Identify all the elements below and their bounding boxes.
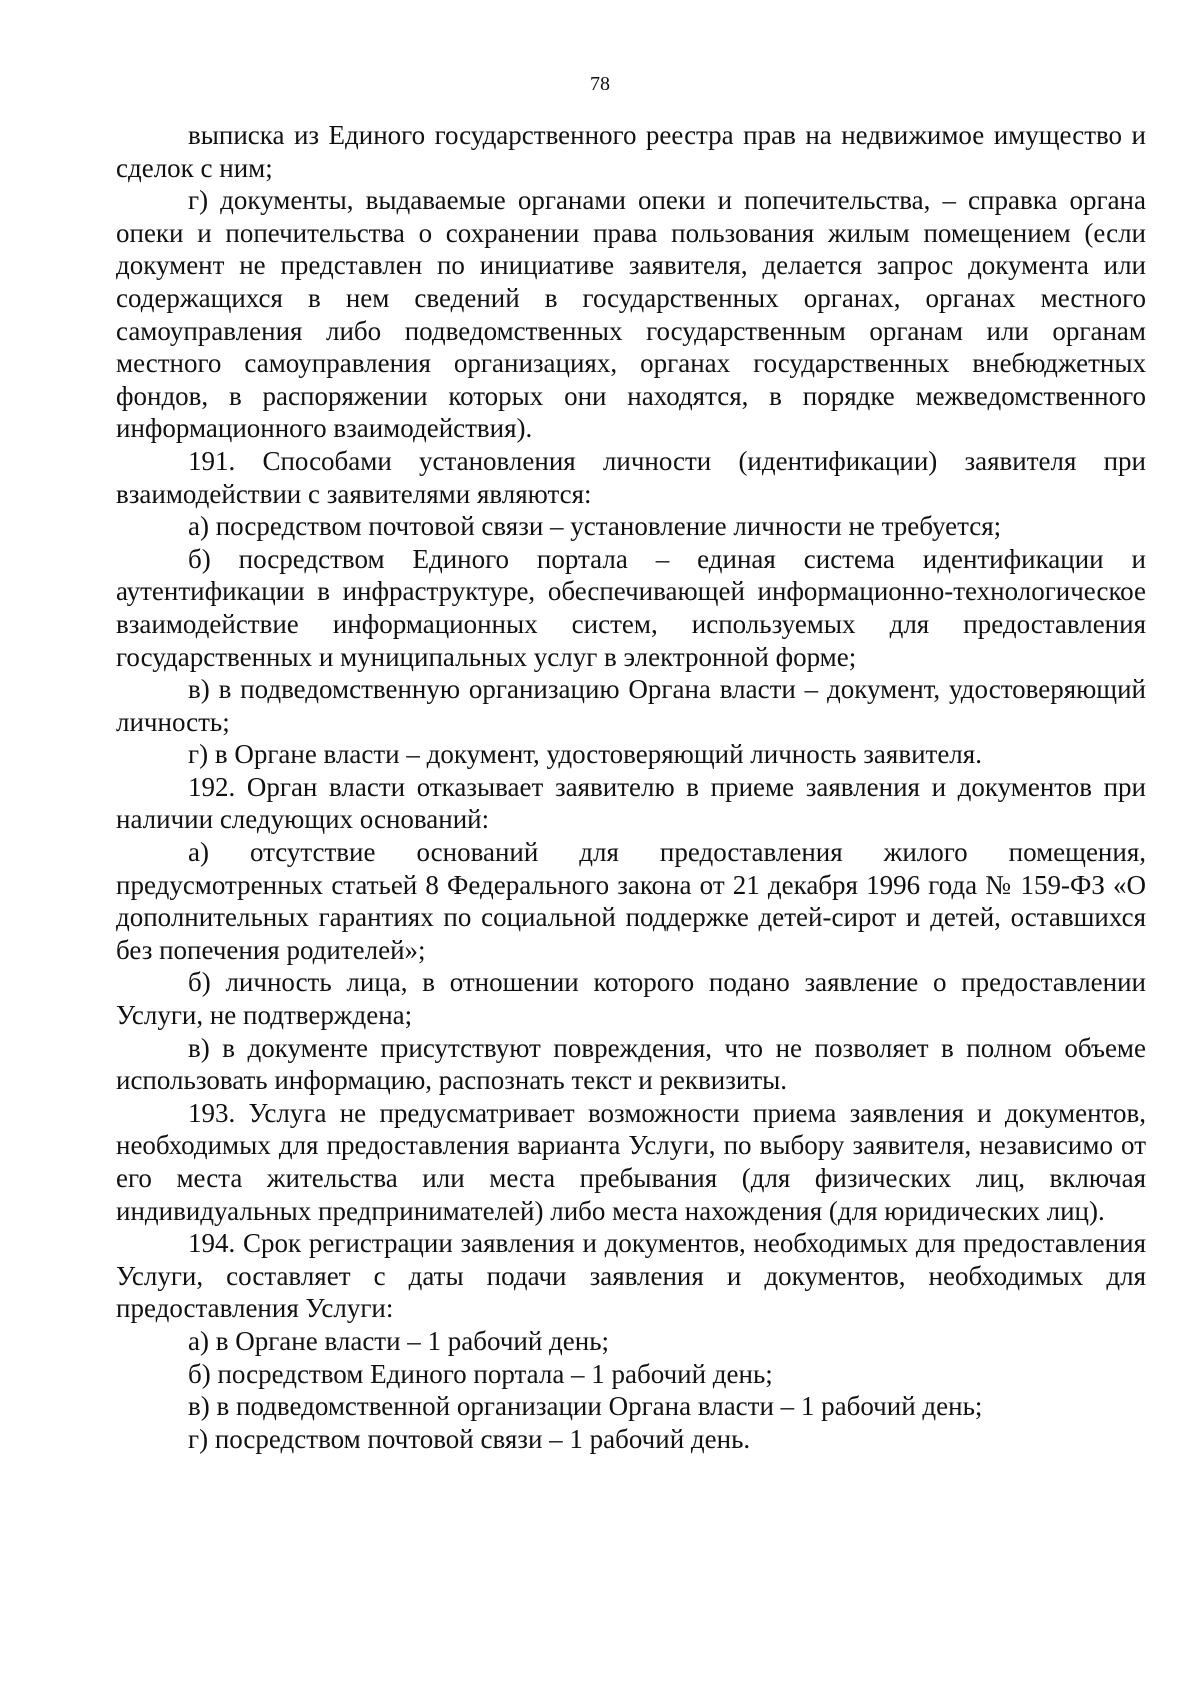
paragraph-194-registration-term: 194. Срок регистрации заявления и документов, необходимых для предоставления Услуги, составляет с даты подачи заявления и документов, необходимых для предоставления Услуги: [116,1228,1146,1324]
paragraph-192-v-damaged-document: в) в документе присутствуют повреждения, что не позволяет в полном объеме использовать информацию, распознать текст и реквизиты. [116,1032,1146,1096]
page-number: 78 [590,73,610,95]
paragraph-194-b-portal: б) посредством Единого портала – 1 рабочий день; [188,1358,773,1389]
paragraph-193-no-extraterritorial: 193. Услуга не предусматривает возможности приема заявления и документов, необходимых для предоставления варианта Услуги, по выбору заявителя, независимо от его места жительства или места пребывания (для физических лиц, включая индивидуальных предпринимателей) либо места нахождения (для юридических лиц). [116,1097,1146,1226]
paragraph-191-b-portal: б) посредством Единого портала – единая система идентификации и аутентификации в инфраструктуре, обеспечивающей информационно-технологическое взаимодействие информационных систем, используемых для предоставления государственных и муниципальных услуг в электронной форме; [116,543,1146,672]
paragraph-194-a-authority: а) в Органе власти – 1 рабочий день; [188,1325,610,1356]
paragraph-194-v-subordinate-organization: в) в подведомственной организации Органа власти – 1 рабочий день; [188,1391,983,1422]
paragraph-192-a-no-grounds: а) отсутствие оснований для предоставления жилого помещения, предусмотренных статьей 8 Федерального закона от 21 декабря 1996 года № 159-ФЗ «О дополнительных гарантиях по социальной поддержке детей-сирот и детей, оставшихся без попечения родителей»; [116,837,1146,965]
paragraph-192-b-identity-not-confirmed: б) личность лица, в отношении которого подано заявление о предоставлении Услуги, не подтверждена; [116,967,1146,1031]
paragraph-extract-registry: выписка из Единого государственного реестра прав на недвижимое имущество и сделок с ним; [116,120,1146,183]
paragraph-191-a-postal: а) посредством почтовой связи – установление личности не требуется; [188,511,1002,542]
paragraph-191-identification-methods: 191. Способами установления личности (идентификации) заявителя при взаимодействии с заявителями являются: [116,445,1146,509]
paragraph-192-refusal-grounds: 192. Орган власти отказывает заявителю в приеме заявления и документов при наличии следующих оснований: [116,771,1146,835]
paragraph-guardianship-documents: г) документы, выдаваемые органами опеки и попечительства, – справка органа опеки и попечительства о сохранении права пользования жилым помещением (если документ не представлен по инициативе заявителя, делается запрос документа или содержащихся в нем сведений в государственных органах, органах местного самоуправления либо подведомственных государственным органам или органам местного самоуправления организациях, органах государственных внебюджетных фондов, в распоряжении которых они находятся, в порядке межведомственного информационного взаимодействия). [116,185,1146,444]
paragraph-194-g-postal: г) посредством почтовой связи – 1 рабочий день. [188,1423,751,1454]
paragraph-191-g-authority: г) в Органе власти – документ, удостоверяющий личность заявителя. [188,739,982,770]
paragraph-191-v-subordinate-organization: в) в подведомственную организацию Органа власти – документ, удостоверяющий личность; [116,674,1146,737]
document-body [116,119,1146,1455]
